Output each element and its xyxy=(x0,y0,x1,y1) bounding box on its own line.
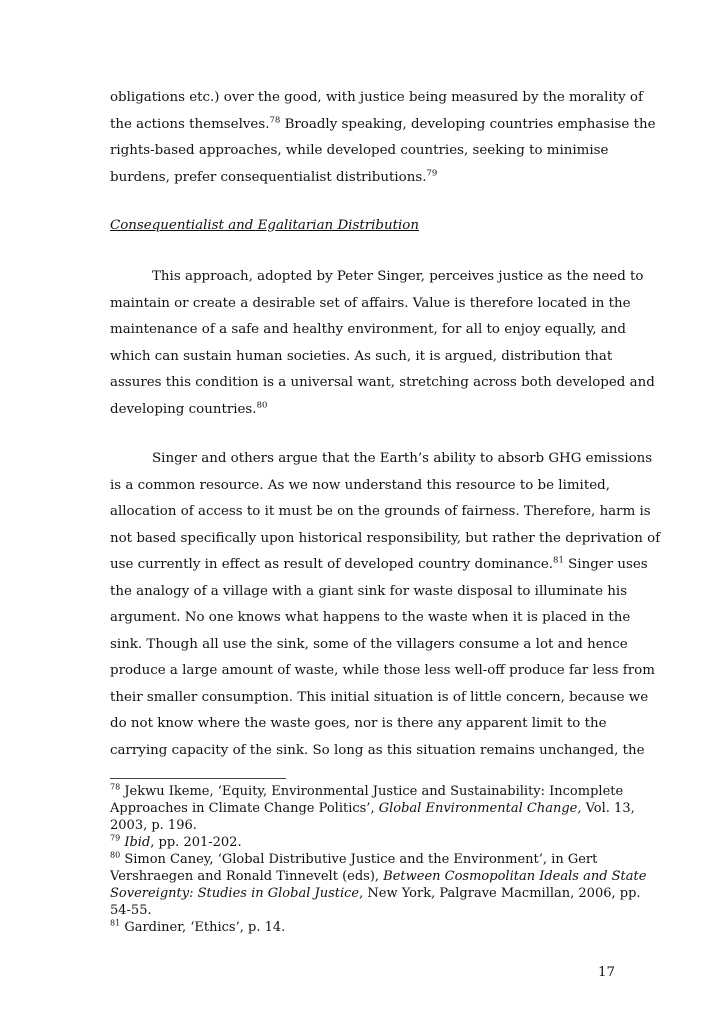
footnote-ref-81[interactable]: 81 xyxy=(553,555,564,566)
paragraph-3 xyxy=(110,446,661,764)
text-line: rights-based approaches, while developed countries, seeking to minimise xyxy=(110,143,609,158)
text-line: is a common resource. As we now understand this resource to be limited, xyxy=(110,477,610,493)
paragraph-1 xyxy=(110,85,656,191)
footnote-mark: 80 xyxy=(110,850,121,860)
text-line: produce a large amount of waste, while those less well-off produce far less from xyxy=(110,663,655,678)
text-line: the analogy of a village with a giant sink for waste disposal to illuminate his xyxy=(110,583,628,599)
text-line: carrying capacity of the sink. So long as this situation remains unchanged, the xyxy=(110,742,645,758)
footnote-mark: 78 xyxy=(110,782,121,792)
text-line: obligations etc.) over the good, with justice being measured by the morality of xyxy=(110,90,643,105)
section-heading: Consequentialist and Egalitarian Distribution xyxy=(110,218,419,233)
text-line: allocation of access to it must be on the grounds of fairness. Therefore, harm is xyxy=(110,504,651,519)
footnote-80: $^{80}$ Simon Caney, ‘Global Distributive Justice and the Environment’, in Gert Vershraegen and Ronald Tinnevelt (eds), Between Cosmopolitan Ideals and State Sovereignty: Studies in Global Justice, New York, Palgrave Macmillan, 2006, pp. 54-55. xyxy=(110,850,647,918)
page-number: 17 xyxy=(598,965,616,980)
footnotes xyxy=(110,782,647,936)
footnote-ref-78[interactable]: 78 xyxy=(269,115,281,126)
text-line: not based specifically upon historical responsibility, but rather the deprivation of xyxy=(110,530,661,546)
text-line: their smaller consumption. This initial situation is of little concern, because we xyxy=(110,689,649,705)
footnote-mark: 81 xyxy=(110,918,121,928)
text-line: maintenance of a safe and healthy environment, for all to enjoy equally, and xyxy=(110,322,626,337)
footnote-ref-79[interactable]: 79 xyxy=(426,168,438,179)
text-line: do not know where the waste goes, nor is there any apparent limit to the xyxy=(110,716,607,731)
text-line: argument. No one knows what happens to the waste when it is placed in the xyxy=(110,610,631,625)
footnote-mark: 79 xyxy=(110,833,121,843)
text-line: maintain or create a desirable set of affairs. Value is therefore located in the xyxy=(110,295,631,311)
footnote-81: $^{81}$ Gardiner, ‘Ethics’, p. 14. xyxy=(110,918,286,935)
text-line: burdens, prefer consequentialist distributions.$^{79}$ xyxy=(110,168,438,185)
text-line: use currently in effect as result of developed country dominance.$^{81}$ Singer uses xyxy=(110,555,648,572)
paragraph-2 xyxy=(110,264,655,423)
footnote-78: $^{78}$ Jekwu Ikeme, ‘Equity, Environmental Justice and Sustainability: Incomplete Approaches in Climate Change Politics’, Global Environmental Change, Vol. 13, 2003, p. 196. xyxy=(110,782,635,833)
section-heading-block xyxy=(110,213,630,240)
footnote-ref-80[interactable]: 80 xyxy=(256,400,268,411)
text-line: This approach, adopted by Peter Singer, perceives justice as the need to xyxy=(152,269,644,284)
text-line: sink. Though all use the sink, some of the villagers consume a lot and hence xyxy=(110,636,628,652)
text-line: assures this condition is a universal want, stretching across both developed and xyxy=(110,375,655,390)
text-line: which can sustain human societies. As such, it is argued, distribution that xyxy=(110,348,613,364)
footnote-79: $^{79}$ Ibid, pp. 201-202. xyxy=(110,833,242,850)
text-line: developing countries.$^{80}$ xyxy=(110,400,268,417)
text-line: Singer and others argue that the Earth’s ability to absorb GHG emissions xyxy=(152,451,653,466)
text-line: the actions themselves.$^{78}$ Broadly speaking, developing countries emphasise the xyxy=(110,115,656,132)
footnote-separator xyxy=(110,778,286,779)
